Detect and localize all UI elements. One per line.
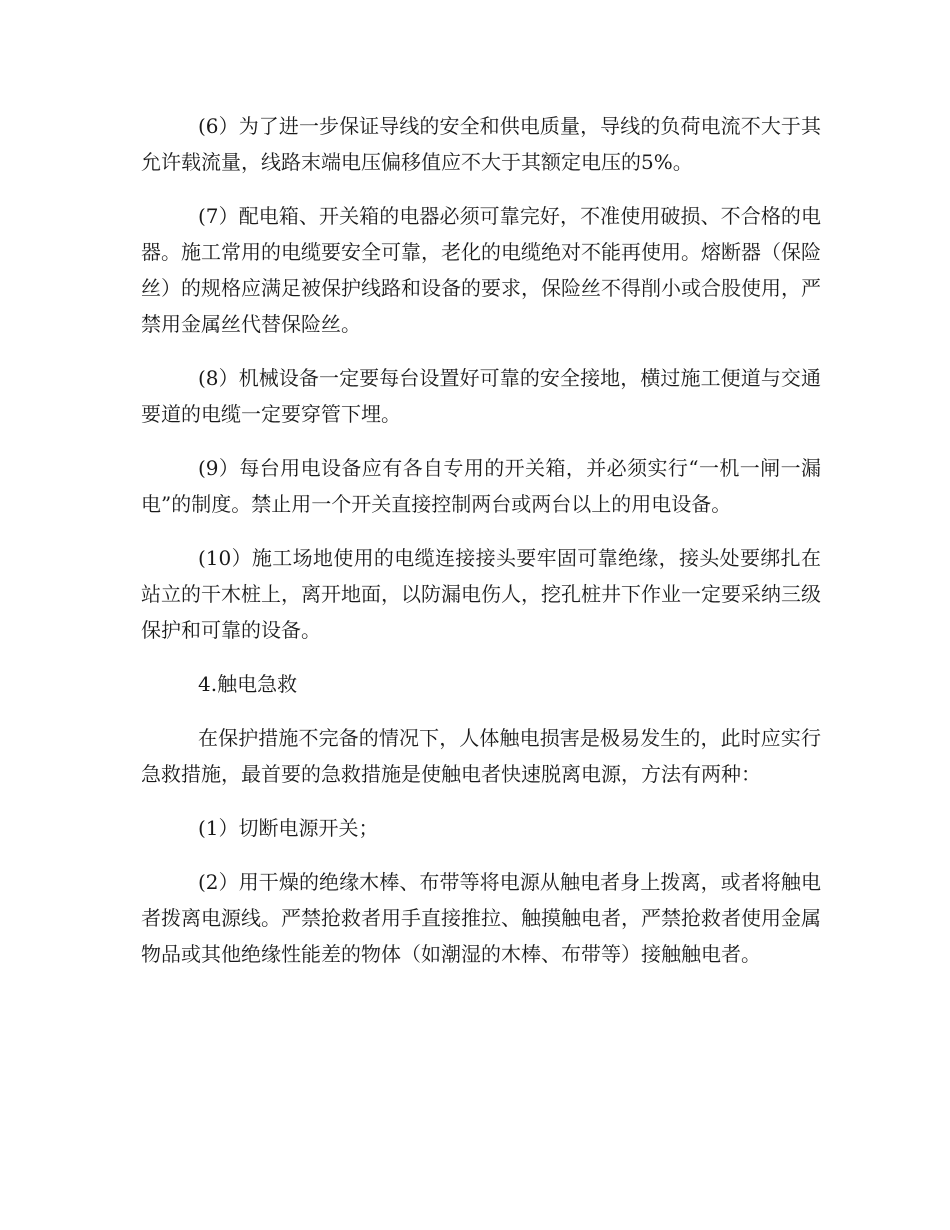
method-item-1: (1）切断电源开关； xyxy=(198,816,379,840)
section-intro-paragraph: 在保护措施不完备的情况下，人体触电损害是极易发生的，此时应实行急救措施，最首要的急救措施是使触电者快速脱离电源，方法有两种： xyxy=(141,726,821,786)
paragraph-item-7: (7）配电箱、开关箱的电器必须可靠完好，不准使用破损、不合格的电器。施工常用的电缆要安全可靠，老化的电缆绝对不能再使用。熔断器（保险丝）的规格应满足被保护线路和设备的要求，保险丝不得削小或合股使用，严禁用金属丝代替保险丝。 xyxy=(141,204,821,336)
paragraph-item-6: (6）为了进一步保证导线的安全和供电质量，导线的负荷电流不大于其允许载流量，线路末端电压偏移值应不大于其额定电压的5%。 xyxy=(141,114,821,174)
section-heading: 4.触电急救 xyxy=(198,672,298,696)
paragraph-item-10: (10）施工场地使用的电缆连接接头要牢固可靠绝缘，接头处要绑扎在站立的干木桩上，离开地面，以防漏电伤人，挖孔桩井下作业一定要采纳三级保护和可靠的设备。 xyxy=(141,546,821,642)
paragraph-item-9: (9）每台用电设备应有各自专用的开关箱，并必须实行“一机一闸一漏电”的制度。禁止用一个开关直接控制两台或两台以上的用电设备。 xyxy=(141,456,821,516)
document-body xyxy=(141,108,821,990)
paragraph-item-8: (8）机械设备一定要每台设置好可靠的安全接地，横过施工便道与交通要道的电缆一定要穿管下埋。 xyxy=(141,366,821,426)
method-item-2: (2）用干燥的绝缘木棒、布带等将电源从触电者身上拨离，或者将触电者拨离电源线。严禁抢救者用手直接推拉、触摸触电者，严禁抢救者使用金属物品或其他绝缘性能差的物体（如潮湿的木棒、布带等）接触触电者。 xyxy=(141,870,821,966)
